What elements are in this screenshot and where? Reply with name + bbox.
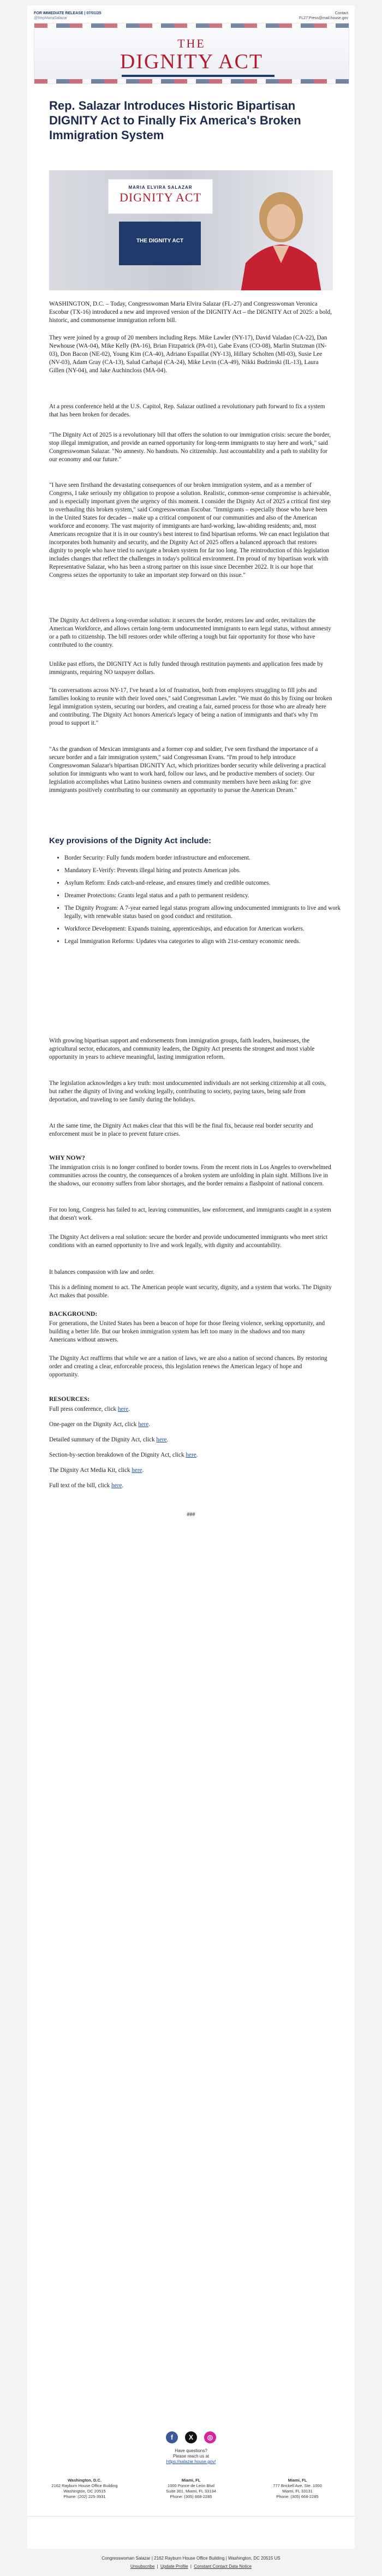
paragraph: For generations, the United States has been a beacon of hope for those fleeing violence, seeking opportunity, and building a better life. But our broken immigration system has left too many in the shadows and too many Americans without answers. bbox=[49, 1320, 325, 1343]
paragraph: At a press conference held at the U.S. Capitol, Rep. Salazar outlined a revolutionary path forward to fix a system that has been broken for decades. bbox=[49, 403, 325, 418]
resource-item: Detailed summary of the Dignity Act, click here. bbox=[49, 1436, 169, 1443]
dignity-act-banner bbox=[34, 23, 349, 84]
footer-links: Unsubscribe | Update Profile | Constant Contact Data Notice bbox=[130, 2564, 252, 2569]
provision-item: • Border Security: Fully funds modern border infrastructure and enforcement. bbox=[64, 854, 348, 862]
constant-contact-notice-link[interactable]: Constant Contact Data Notice bbox=[194, 2564, 252, 2569]
paragraph: "The Dignity Act of 2025 is a revolutionary bill that offers the solution to our immigration crisis: secure the border, stop illegal immigration, and provide an earned opportunity for long-term immigrants to stay here and work," said Congresswoman Salazar. "No amnesty. No handouts. No citizenship. Just accountability and a path to stability for our economy and our future." bbox=[49, 432, 331, 463]
flag-stripes-top bbox=[34, 23, 349, 28]
resource-item: The Dignity Act Media Kit, click here. bbox=[49, 1467, 144, 1474]
x-icon[interactable]: X bbox=[185, 2431, 197, 2443]
office-dc: Washington, D.C. 2162 Rayburn House Office Building Washington, DC 20515 Phone: (202) 225-3931 bbox=[51, 2478, 118, 2499]
instagram-icon[interactable]: ◎ bbox=[204, 2431, 216, 2443]
paragraph: "In conversations across NY-17, I've heard a lot of frustration, both from employers struggling to fill jobs and families looking to reunite with their loved ones," said Congressman Lawler. "We must do this by fixing our broken legal immigration system, securing our borders, and creating a fair, earned process for those who are already here and contributing. The Dignity Act honors America's legacy of being a nation of immigrants and that's why I'm proud to support it." bbox=[49, 687, 332, 726]
paragraph: They were joined by a group of 20 members including Reps. Mike Lawler (NY-17), David Valadao (CA-22), Dan Newhouse (WA-04), Mike Kelly (PA-16), Brian Fitzpatrick (PA-01), Gabe Evans (CO-08), Marlin Stutzman (IN-03), Don Bacon (NE-02), Young Kim (CA-40), Adriano Espaillat (NY-13), Hillary Scholten (MI-03), Susie Lee (NV-03), Adam Gray (CA-13), Salud Carbajal (CA-24), Mike Levin (CA-49), Nikki Budzinski (IL-13), Laura Gillen (NY-04), and Jake Auchincloss (MA-04). bbox=[49, 335, 327, 374]
paragraph: This is a defining moment to act. The American people want security, dignity, and a system that works. The Dignity Act makes that possible. bbox=[49, 1284, 332, 1299]
banner-the: THE bbox=[177, 37, 206, 50]
resource-item: One-pager on the Dignity Act, click here. bbox=[49, 1421, 151, 1428]
paragraph: Unlike past efforts, the DIGNITY Act is fully funded through restitution payments and application fees made by immigrants, requiring NO taxpayer dollars. bbox=[49, 661, 324, 676]
resource-link[interactable]: here bbox=[117, 1406, 129, 1412]
resource-link[interactable]: here bbox=[111, 1482, 122, 1489]
why-now-heading: WHY NOW? bbox=[49, 1155, 85, 1161]
resource-link[interactable]: here bbox=[138, 1421, 149, 1428]
contact-email[interactable]: FL27.Press@mail.house.gov bbox=[299, 16, 348, 20]
resource-item: Section-by-section breakdown of the Dignity Act, click here. bbox=[49, 1452, 198, 1458]
paragraph: The Dignity Act delivers a long-overdue solution: it secures the border, restores law and order, revitalizes the American Workforce, and allows certain long-term undocumented immigrants to earn legal status, without amnesty or a path to citizenship. The bill restores order while offering a tough but fair opportunity for those who have contributed to the country. bbox=[49, 617, 331, 648]
paragraph: The Dignity Act reaffirms that while we are a nation of laws, we are also a nation of second chances. By restoring order and creating a clear, enforceable process, this legislation renews the American legacy of hope and opportunity. bbox=[49, 1355, 327, 1378]
paragraph: At the same time, the Dignity Act makes clear that this will be the final fix, because real border security and enforcement must be in place to prevent future crises. bbox=[49, 1123, 313, 1137]
paragraph: WASHINGTON, D.C. – Today, Congresswoman Maria Elvira Salazar (FL-27) and Congresswoman Veronica Escobar (TX-16) introduced a new and improved version of the DIGNITY Act – the DIGNITY Act of 2025: a bold, historic, and commonsense immigration reform bill. bbox=[49, 301, 332, 324]
resource-item: Full text of the bill, click here. bbox=[49, 1482, 124, 1489]
banner-underline bbox=[122, 75, 274, 77]
hero-logo-title: DIGNITY ACT bbox=[119, 190, 202, 204]
email-card bbox=[27, 5, 355, 2549]
contact-label: Contact bbox=[335, 11, 348, 15]
release-header bbox=[34, 11, 102, 21]
resource-link[interactable]: here bbox=[132, 1467, 142, 1474]
questions-line2: Please reach us at bbox=[172, 2454, 210, 2459]
questions-line1: Have questions? bbox=[175, 2448, 207, 2453]
unsubscribe-link[interactable]: Unsubscribe bbox=[130, 2564, 155, 2569]
provisions-list bbox=[49, 854, 348, 950]
provisions-heading: Key provisions of the Dignity Act include: bbox=[49, 836, 211, 845]
website-link[interactable]: https://salazar.house.gov/ bbox=[166, 2459, 216, 2464]
provision-item: • The Dignity Program: A 7-year earned legal status program allowing undocumented immigrants to live and work legally, with renewable status based on good conduct and restitution. bbox=[64, 904, 348, 921]
background-heading: BACKGROUND: bbox=[49, 1311, 98, 1317]
resource-link[interactable]: here bbox=[186, 1452, 196, 1458]
resource-item: Full press conference, click here. bbox=[49, 1406, 130, 1412]
social-links bbox=[166, 2431, 216, 2443]
paragraph: With growing bipartisan support and endorsements from immigration groups, faith leaders, businesses, the agricultural sector, educators, and community leaders, the Dignity Act presents the strongest and most viable opportunity in years to achieve meaningful, lasting immigration reform. bbox=[49, 1037, 315, 1060]
paragraph: The Dignity Act delivers a real solution: secure the border and provide undocumented immigrants who meet strict conditions with an earned opportunity to live and work legally, with dignity and accountability. bbox=[49, 1234, 328, 1249]
footer-address: Congresswoman Salazar | 2162 Rayburn House Office Building | Washington, DC 20515 US bbox=[102, 2556, 280, 2561]
banner-title: DIGNITY ACT bbox=[120, 50, 264, 73]
office-miami-1: Miami, FL 1000 Ponce de León Blvd Suite 301, Miami, FL 33134 Phone: (305) 668-2285 bbox=[166, 2478, 216, 2499]
paragraph: "As the grandson of Mexican immigrants and a former cop and soldier, I've seen firsthand the importance of a secure border and a fair immigration system," said Congressman Evans. "I'm proud to help introduce Congresswoman Salazar's bipartisan DIGNITY Act, which prioritizes border security while delivering a practical solution for immigrants who want to work hard, follow our laws, and be productive members of society. Our legislation accomplishes what Latino business owners and community members have been asking for: give immigrants positively contributing to our community an opportunity to pursue the American Dream." bbox=[49, 746, 326, 794]
provision-item: • Legal Immigration Reforms: Updates visa categories to align with 21st-century economic needs. bbox=[64, 938, 348, 946]
paragraph: The legislation acknowledges a key truth: most undocumented individuals are not seeking citizenship at all costs, but rather the dignity of living and working legally, contributing to society, paying taxes, being safe from deportation, and traveling to see family during the holidays. bbox=[49, 1080, 326, 1103]
flag-stripes-bottom bbox=[34, 79, 349, 84]
provision-item: • Workforce Development: Expands training, apprenticeships, and education for American workers. bbox=[64, 925, 348, 933]
facebook-icon[interactable]: f bbox=[166, 2431, 178, 2443]
end-mark: ### bbox=[187, 1512, 195, 1518]
provision-item: • Mandatory E-Verify: Prevents illegal hiring and protects American jobs. bbox=[64, 867, 348, 875]
paragraph: It balances compassion with law and order. bbox=[49, 1269, 154, 1275]
contact-header bbox=[299, 11, 348, 21]
provision-item: • Dreamer Protections: Grants legal status and a path to permanent residency. bbox=[64, 892, 348, 900]
paragraph: The immigration crisis is no longer confined to border towns. From the recent riots in Los Angeles to overwhelmed communities across the country, the consequences of a broken system are unfolding in plain sight. Millions live in the shadows, our economy suffers from labor shortages, and the border remains a flashpoint of national concern. bbox=[49, 1164, 331, 1187]
podium-sign bbox=[119, 222, 201, 265]
podium-sign-text: THE DIGNITY ACT bbox=[136, 238, 184, 244]
card-footer-divider bbox=[27, 2516, 355, 2524]
office-miami-2: Miami, FL 777 Brickell Ave, Ste. 1000 Miami, FL 33131 Phone: (305) 668-2285 bbox=[273, 2478, 322, 2499]
paragraph: For too long, Congress has failed to act, leaving communities, law enforcement, and immigrants caught in a system that doesn't work. bbox=[49, 1207, 331, 1221]
update-profile-link[interactable]: Update Profile bbox=[160, 2564, 188, 2569]
paragraph: "I have seen firsthand the devastating consequences of our broken immigration system, and as a member of Congress, I take seriously my obligation to propose a solution. Realistic, common-sense compromise is achievable, and is especially important given the urgency of this moment. I consider the Dignity Act of 2025 a critical first step to overhauling this broken system," said Congresswoman Escobar. "Immigrants – especially those who have been in the United States for decades – make up a critical component of our communities and also of the American workforce and economy. The vast majority of immigrants are hard-working, law-abiding residents; and, most Americans recognize that it is in our country's best interest to find bipartisan reforms. We can enact legislation that incorporates both humanity and security, and the Dignity Act of 2025 offers a balanced approach that restores dignity to people who have tried to navigate a broken system for far too long. The reintroduction of this legislation includes changes that reflect the challenges in today's political environment. I'm proud of my bipartisan work with Representative Salazar, who has been a strong partner on this issue since December 2022. It is our hope that Congress seizes the opportunity to take an important step forward on this issue." bbox=[49, 482, 331, 579]
hero-logo bbox=[108, 179, 213, 214]
hero-image bbox=[49, 170, 333, 290]
resources-heading: RESOURCES: bbox=[49, 1396, 90, 1403]
headline: Rep. Salazar Introduces Historic Bipartisan DIGNITY Act to Finally Fix America's Broken Immigration System bbox=[49, 99, 301, 142]
resource-link[interactable]: here bbox=[156, 1436, 167, 1443]
hero-logo-name: MARIA ELVIRA SALAZAR bbox=[128, 185, 193, 190]
questions-block bbox=[27, 2448, 355, 2465]
congresswoman-portrait bbox=[229, 181, 333, 290]
release-tag: FOR IMMEDIATE RELEASE | 07/01/25 bbox=[34, 11, 102, 15]
provision-item: • Asylum Reform: Ends catch-and-release, and ensures timely and credible outcomes. bbox=[64, 879, 348, 887]
twitter-handle[interactable]: @RepMariaSalazar bbox=[34, 16, 68, 20]
